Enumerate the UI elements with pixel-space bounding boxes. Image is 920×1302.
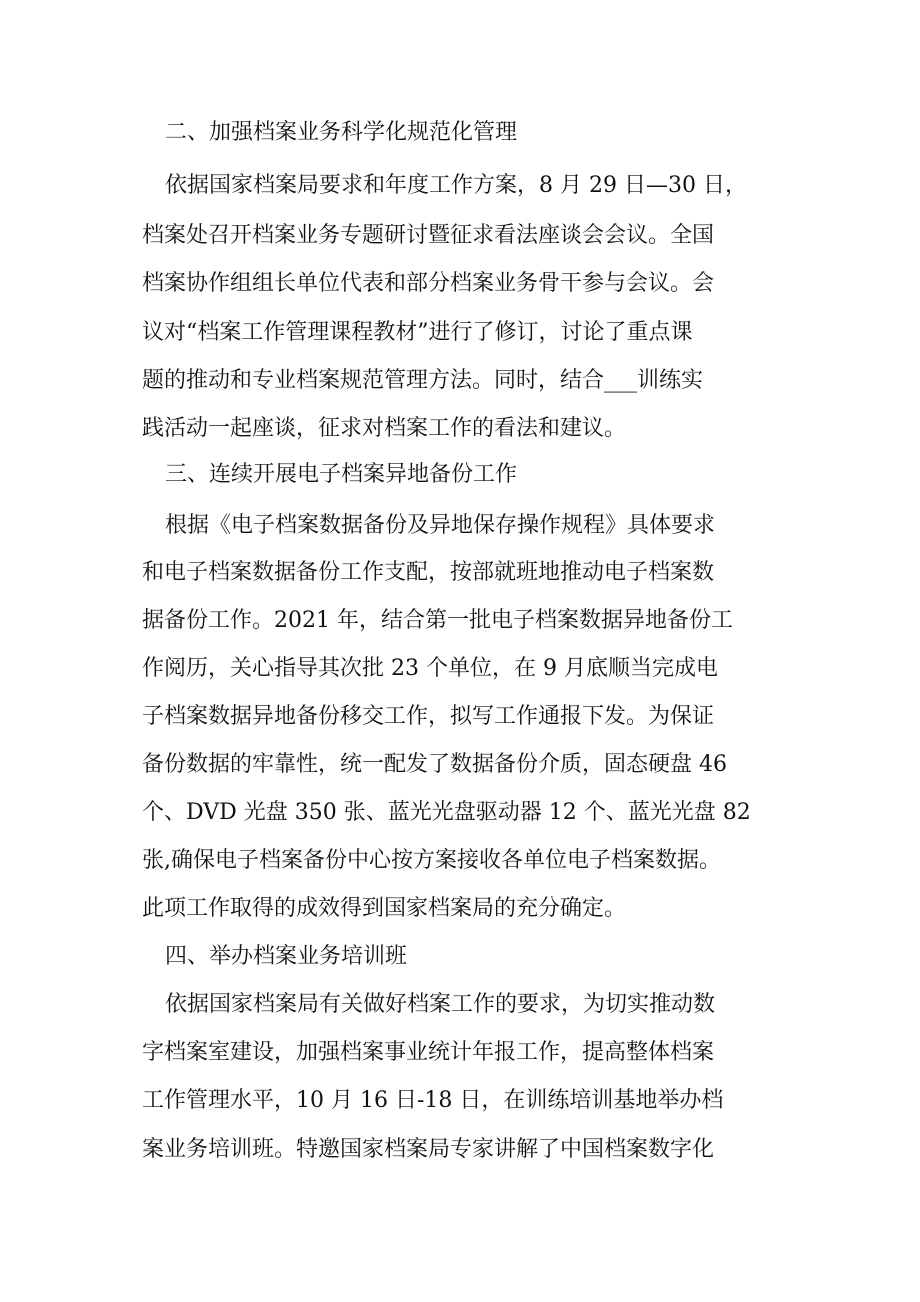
paragraph-line: 备份数据的牢靠性，统一配发了数据备份介质，固态硬盘 46 (142, 752, 727, 777)
paragraph-line: 档案处召开档案业务专题研讨暨征求看法座谈会会议。全国 (142, 223, 715, 248)
paragraph-line: 据备份工作。2021 年，结合第一批电子档案数据异地备份工 (142, 608, 733, 633)
section-heading: 三、连续开展电子档案异地备份工作 (165, 462, 518, 487)
section-heading: 四、举办档案业务培训班 (165, 944, 408, 969)
section-heading: 二、加强档案业务科学化规范化管理 (165, 120, 518, 145)
paragraph-line: 此项工作取得的成效得到国家档案局的充分确定。 (142, 896, 627, 921)
paragraph-line: 依据国家档案局要求和年度工作方案，8 月 29 日—30 日， (165, 173, 747, 198)
paragraph-line: 题的推动和专业档案规范管理方法。同时，结合___训练实 (142, 368, 704, 393)
paragraph-line: 根据《电子档案数据备份及异地保存操作规程》具体要求 (165, 513, 716, 538)
paragraph-line: 工作管理水平，10 月 16 日-18 日，在训练培训基地举办档 (142, 1088, 724, 1113)
paragraph-line: 践活动一起座谈，征求对档案工作的看法和建议。 (142, 416, 627, 441)
paragraph-line: 案业务培训班。特邀国家档案局专家讲解了中国档案数字化 (142, 1137, 715, 1162)
paragraph-line: 子档案数据异地备份移交工作，拟写工作通报下发。为保证 (142, 704, 715, 729)
paragraph-line: 张,确保电子档案备份中心按方案接收各单位电子档案数据。 (142, 848, 721, 873)
paragraph-line: 依据国家档案局有关做好档案工作的要求，为切实推动数 (165, 992, 716, 1017)
paragraph-line: 个、DVD 光盘 350 张、蓝光光盘驱动器 12 个、蓝光光盘 82 (142, 800, 751, 825)
paragraph-line: 档案协作组组长单位代表和部分档案业务骨干参与会议。会 (142, 271, 715, 296)
paragraph-line: 议对“档案工作管理课程教材”进行了修订，讨论了重点课 (142, 320, 693, 345)
paragraph-line: 字档案室建设，加强档案事业统计年报工作，提高整体档案 (142, 1040, 715, 1065)
paragraph-line: 作阅历，关心指导其次批 23 个单位，在 9 月底顺当完成电 (142, 656, 718, 681)
paragraph-line: 和电子档案数据备份工作支配，按部就班地推动电子档案数 (142, 560, 715, 585)
